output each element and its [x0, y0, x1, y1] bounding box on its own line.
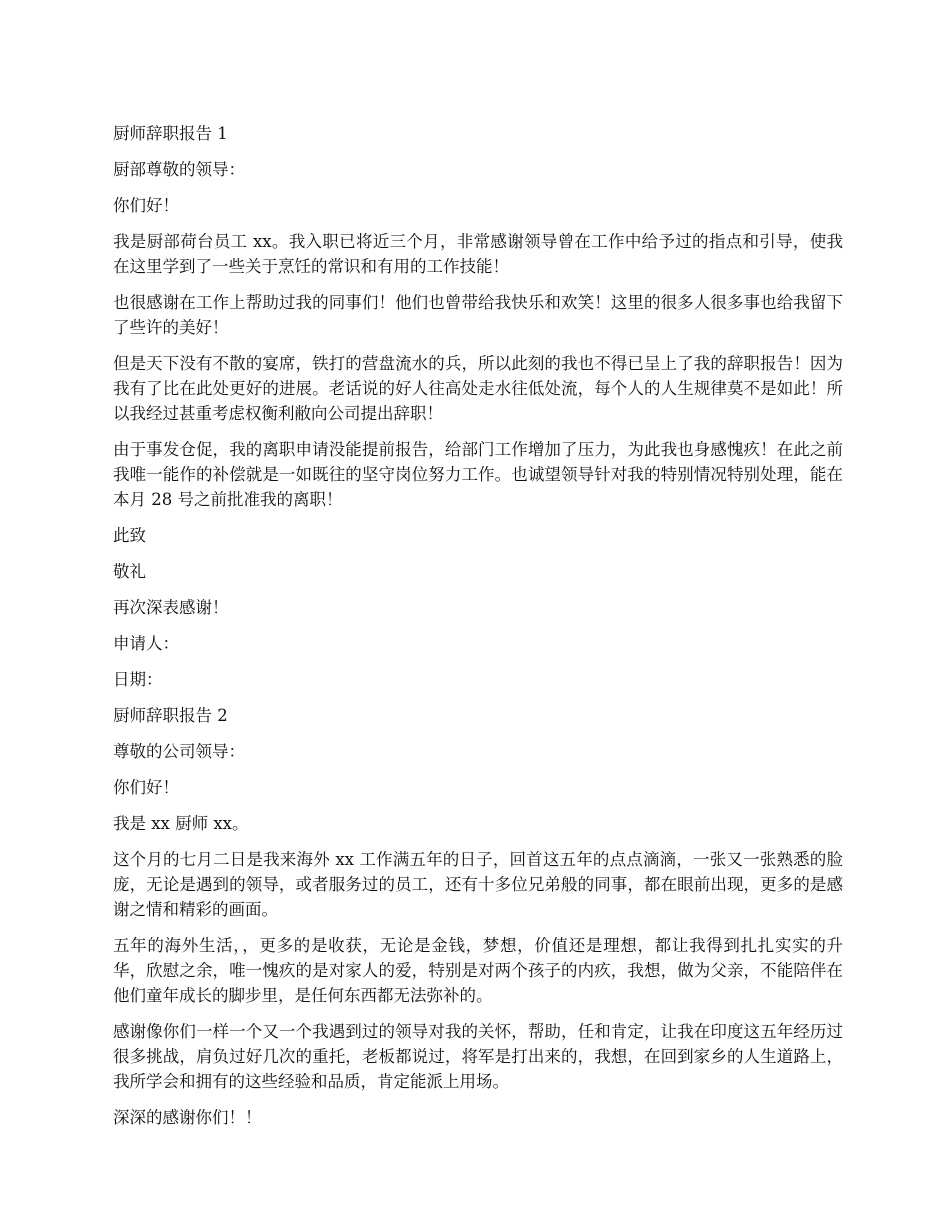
document-body: [113, 121, 843, 1141]
report-1-paragraph: 由于事发仓促，我的离职申请没能提前报告，给部门工作增加了压力，为此我也身感愧疚！在此之前我唯一能作的补偿就是一如既往的坚守岗位努力工作。也诚望领导针对我的特别情况特别处理，能在本月 28 号之前批准我的离职！: [113, 440, 843, 509]
report-1-thanks: 再次深表感谢！: [113, 598, 229, 617]
report-1-paragraph: 也很感谢在工作上帮助过我的同事们！他们也曾带给我快乐和欢笑！这里的很多人很多事也给我留下了些许的美好！: [113, 293, 843, 337]
report-2-salutation: 尊敬的公司领导：: [113, 742, 245, 761]
report-2-paragraph: 感谢像你们一样一个又一个我遇到过的领导对我的关怀，帮助，任和肯定，让我在印度这五年经历过很多挑战，肩负过好几次的重托，老板都说过，将军是打出来的，我想，在回到家乡的人生道路上，我所学会和拥有的这些经验和品质，肯定能派上用场。: [113, 1022, 843, 1091]
report-2-paragraph: 五年的海外生活，，更多的是收获，无论是金钱，梦想，价值还是理想，都让我得到扎扎实实的升华，欣慰之余，唯一愧疚的是对家人的爱，特别是对两个孩子的内疚，我想，做为父亲，不能陪伴在他们童年成长的脚步里，是任何东西都无法弥补的。: [113, 936, 843, 1005]
report-1-greeting: 你们好！: [113, 196, 179, 215]
report-1-closing: 敬礼: [113, 562, 146, 581]
report-1-paragraph: 我是厨部荷台员工 xx。我入职已将近三个月，非常感谢领导曾在工作中给予过的指点和引导，使我在这里学到了一些关于烹饪的常识和有用的工作技能！: [113, 232, 843, 276]
report-1-paragraph: 但是天下没有不散的宴席，铁打的营盘流水的兵，所以此刻的我也不得已呈上了我的辞职报告！因为我有了比在此处更好的进展。老话说的好人往高处走水往低处流，每个人的人生规律莫不是如此！所以我经过甚重考虑权衡利敝向公司提出辞职！: [113, 354, 843, 423]
report-2-thanks: 深深的感谢你们！！: [113, 1108, 262, 1127]
report-1-closing: 此致: [113, 526, 146, 545]
report-1-title: 厨师辞职报告 1: [113, 124, 228, 143]
report-2-intro: 我是 xx 厨师 xx。: [113, 814, 249, 833]
report-1-applicant: 申请人：: [113, 634, 179, 653]
report-2-greeting: 你们好！: [113, 778, 179, 797]
report-2-paragraph: 这个月的七月二日是我来海外 xx 工作满五年的日子，回首这五年的点点滴滴，一张又一张熟悉的脸庞，无论是遇到的领导，或者服务过的员工，还有十多位兄弟般的同事，都在眼前出现，更多的是感谢之情和精彩的画面。: [113, 850, 843, 919]
report-1-salutation: 厨部尊敬的领导：: [113, 160, 245, 179]
report-2-title: 厨师辞职报告 2: [113, 706, 228, 725]
report-1-date: 日期：: [113, 670, 163, 689]
